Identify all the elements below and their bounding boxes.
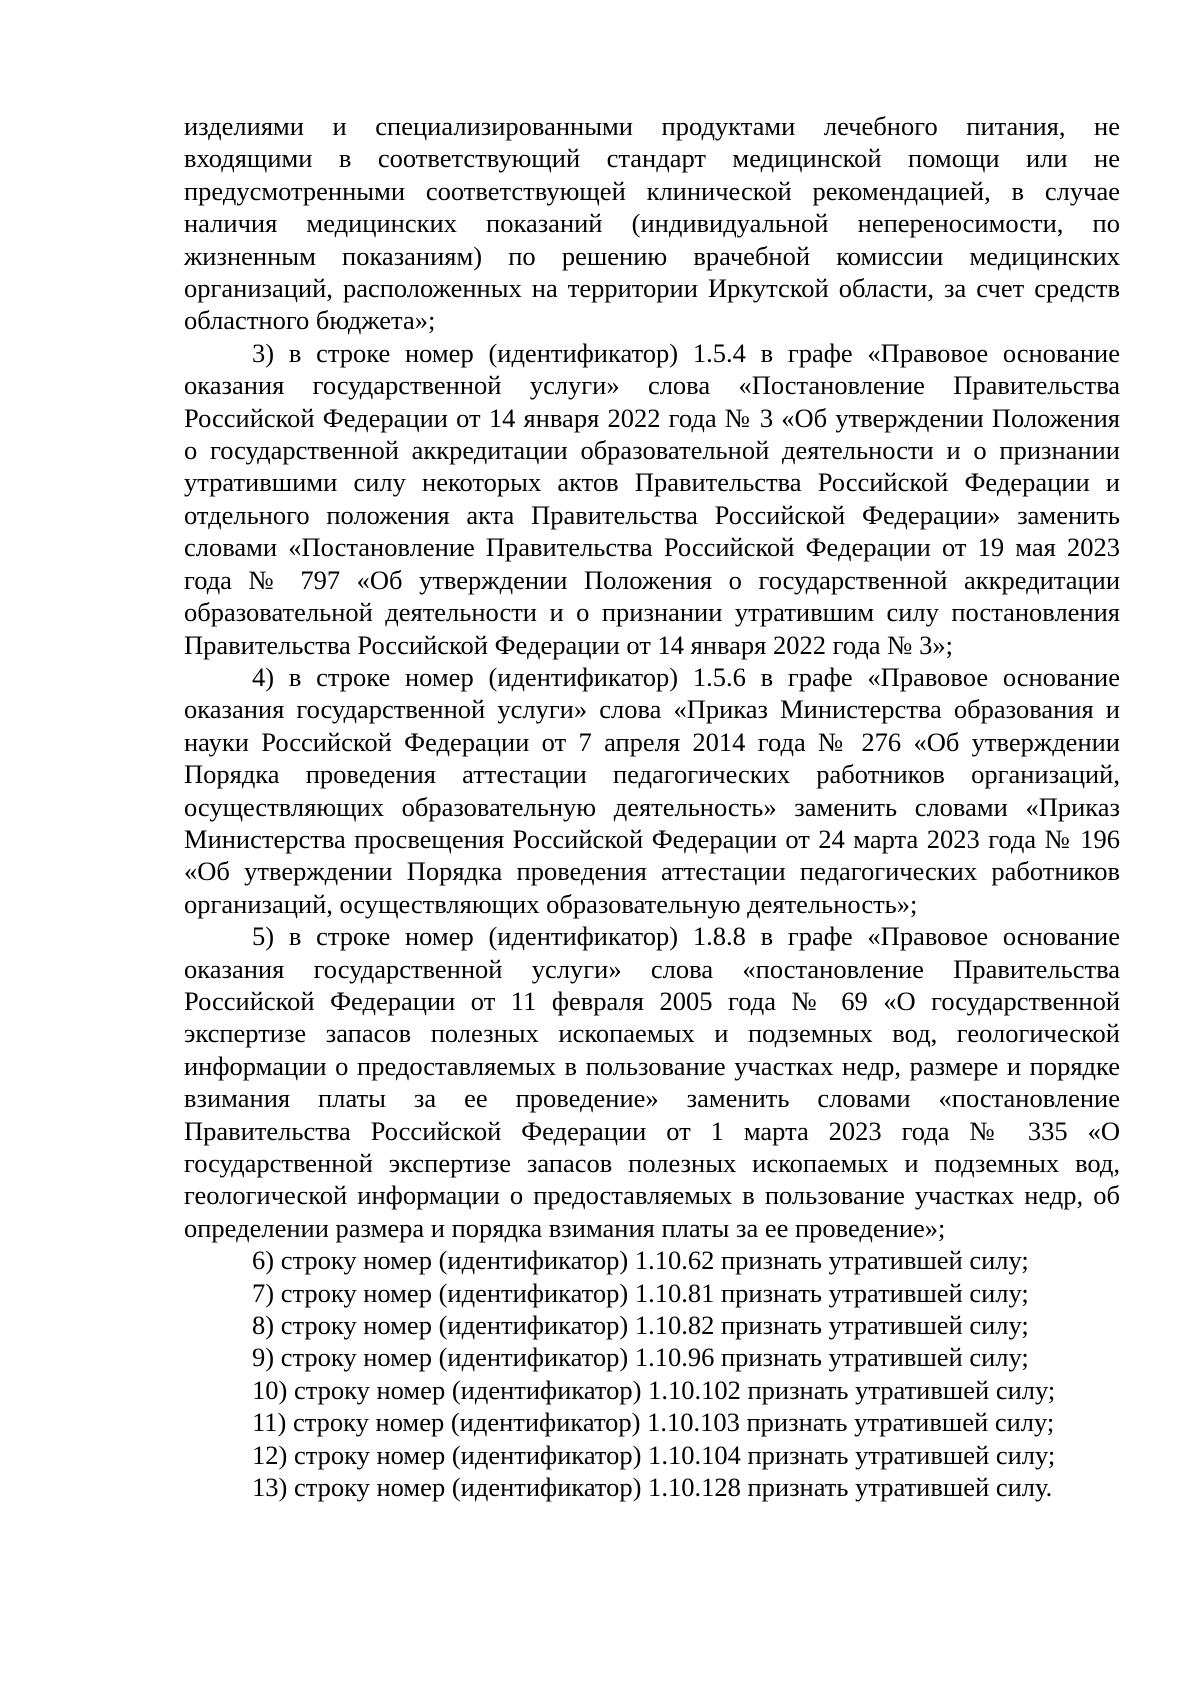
list-item-10: 10) строку номер (идентификатор) 1.10.102 признать утратившей силу; xyxy=(252,1374,1056,1405)
list-item-6: 6) строку номер (идентификатор) 1.10.62 признать утратившей силу; xyxy=(252,1245,1029,1276)
list-item-8: 8) строку номер (идентификатор) 1.10.82 признать утратившей силу; xyxy=(252,1310,1029,1341)
document-page xyxy=(184,110,1120,1503)
list-item-12: 12) строку номер (идентификатор) 1.10.104 признать утратившей силу; xyxy=(252,1439,1056,1470)
list-item-13: 13) строку номер (идентификатор) 1.10.128 признать утратившей силу. xyxy=(252,1472,1053,1503)
paragraph-item-5: 5) в строке номер (идентификатор) 1.8.8 в графе «Правовое основание оказания государственной услуги» слова «постановление Правительства Российской Федерации от 11 февраля 2005 года № 69 «О государственной экспертизе запасов полезных ископаемых и подземных вод, геологической информации о предоставляемых в пользование участках недр, размере и порядке взимания платы за ее проведение» заменить словами «постановление Правительства Российской Федерации от 1 марта 2023 года № 335 «О государственной экспертизе запасов полезных ископаемых и подземных вод, геологической информации о предоставляемых в пользование участках недр, об определении размера и порядка взимания платы за ее проведение»; xyxy=(184,921,1120,1243)
list-item-7: 7) строку номер (идентификатор) 1.10.81 признать утратившей силу; xyxy=(252,1277,1029,1308)
paragraph-continuation: изделиями и специализированными продуктами лечебного питания, не входящими в соответствующий стандарт медицинской помощи или не предусмотренными соответствующей клинической рекомендацией, в случае наличия медицинских показаний (индивидуальной непереносимости, по жизненным показаниям) по решению врачебной комиссии медицинских организаций, расположенных на территории Иркутской области, за счет средств областного бюджета»; xyxy=(184,111,1120,336)
list-item-11: 11) строку номер (идентификатор) 1.10.103 признать утратившей силу; xyxy=(252,1407,1055,1438)
list-item-9: 9) строку номер (идентификатор) 1.10.96 признать утратившей силу; xyxy=(252,1342,1029,1373)
paragraph-item-4: 4) в строке номер (идентификатор) 1.5.6 в графе «Правовое основание оказания государственной услуги» слова «Приказ Министерства образования и науки Российской Федерации от 7 апреля 2014 года № 276 «Об утверждении Порядка проведения аттестации педагогических работников организаций, осуществляющих образовательную деятельность» заменить словами «Приказ Министерства просвещения Российской Федерации от 24 марта 2023 года № 196 «Об утверждении Порядка проведения аттестации педагогических работников организаций, осуществляющих образовательную деятельность»; xyxy=(184,661,1120,919)
paragraph-item-3: 3) в строке номер (идентификатор) 1.5.4 в графе «Правовое основание оказания государственной услуги» слова «Постановление Правительства Российской Федерации от 14 января 2022 года № 3 «Об утверждении Положения о государственной аккредитации образовательной деятельности и о признании утратившими силу некоторых актов Правительства Российской Федерации и отдельного положения акта Правительства Российской Федерации» заменить словами «Постановление Правительства Российской Федерации от 19 мая 2023 года № 797 «Об утверждении Положения о государственной аккредитации образовательной деятельности и о признании утратившим силу постановления Правительства Российской Федерации от 14 января 2022 года № 3»; xyxy=(184,337,1120,660)
